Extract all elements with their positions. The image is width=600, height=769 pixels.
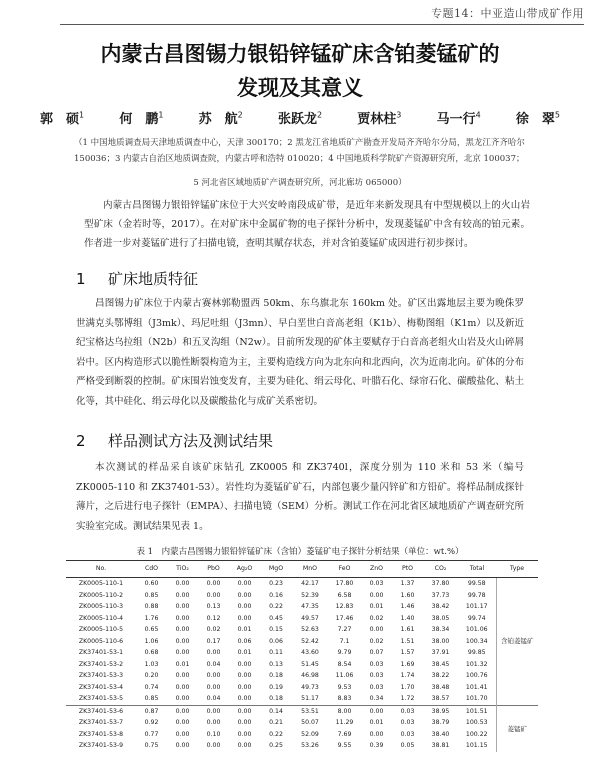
table-cell: 100.22 <box>465 730 488 738</box>
table-cell: 7.27 <box>337 626 352 633</box>
table-cell: 38.34 <box>431 626 450 633</box>
table-cell: 0.22 <box>269 730 283 738</box>
table-body <box>66 578 538 752</box>
table-header-cell: PbO <box>198 561 229 578</box>
section-1-paragraph: 昌图锡力矿床位于内蒙古赛林郭勒盟西 50km、东乌旗北东 160km 处。矿区出露地层主要为晚侏罗世满克头鄂博组（J3mk）、玛尼吐组（J3mn）、早白垩世白音高老组（K1b）、梅勒图组（K1m）以及新近纪宝格达乌拉组（N2b）和五叉沟组（N2w）。目前所发现的矿体主要赋存于白音高老组火山岩及火山碎屑岩中。区内构造形式以脆性断裂构造为主，主要构造线方向为北东向和北西向，次为近南北向。矿体的分布严格受到断裂的控制。矿床围岩蚀变发育，主要为硅化、绢云母化、叶腊石化、绿帘石化、碳酸盐化、粘土化等，其中硅化、绢云母化以及碳酸盐化与成矿关系密切。 <box>76 298 524 407</box>
table-cell: 0.07 <box>369 649 384 656</box>
table-cell: 99.58 <box>458 578 496 590</box>
table-cell: 0.00 <box>237 591 252 599</box>
table-cell: 0.01 <box>237 649 252 656</box>
author-name: 何 鹏$^1$ <box>119 110 164 127</box>
table-cell: 7.69 <box>337 730 352 738</box>
table-cell: 0.00 <box>175 591 190 599</box>
table-cell: 0.00 <box>175 683 190 691</box>
table-cell: 99.78 <box>467 591 486 599</box>
table-cell: 0.15 <box>269 626 283 633</box>
table-cell: 0.00 <box>237 672 252 679</box>
table-cell: 101.51 <box>458 705 496 717</box>
table-cell: 0.05 <box>400 742 415 749</box>
table-cell: 1.74 <box>400 672 415 679</box>
table-cell: ZK0005-110-5 <box>78 626 124 633</box>
table-cell: ZK37401-53-2 <box>78 660 124 668</box>
table-header-cell: Ag₂O <box>229 561 260 578</box>
table-cell: 0.02 <box>369 614 384 622</box>
table-cell: 0.00 <box>206 719 221 726</box>
table-cell: 1.57 <box>400 649 415 656</box>
table-cell: 0.00 <box>206 683 221 691</box>
table-row <box>66 682 538 694</box>
table-cell: 0.13 <box>269 660 283 668</box>
table-cell: 0.16 <box>269 591 283 599</box>
table-cell: ZK0005-110-6 <box>78 637 124 645</box>
table-cell: 0.39 <box>369 742 384 749</box>
table-cell: 0.06 <box>237 637 252 645</box>
table-cell: ZK37401-53-1 <box>78 649 124 656</box>
table-cell: ZK37401-53-6 <box>66 705 136 717</box>
table-cell: 0.92 <box>144 719 159 726</box>
table-cell: 0.03 <box>369 660 384 668</box>
table-row <box>66 636 538 648</box>
table-header-cell: CdO <box>136 561 167 578</box>
table-cell: 1.51 <box>400 637 415 645</box>
table-cell: 0.00 <box>198 705 229 717</box>
table-header-row <box>66 561 538 578</box>
table-cell: ZK0005-110-2 <box>78 591 124 599</box>
table-cell: 0.23 <box>260 578 292 590</box>
table-cell: 0.00 <box>167 578 198 590</box>
table-header-cell: PtO <box>392 561 423 578</box>
table-cell: 0.85 <box>144 591 159 599</box>
affiliations: （1 中国地质调查局天津地质调查中心，天津 300170；2 黑龙江省地质矿产勘查开发局齐齐哈尔分局，黑龙江齐齐哈尔 150036；3 内蒙古自治区地质调查院，内蒙古呼和浩特 010020；4 中国地质科学院矿产资源研究所，北京 100037； <box>74 138 534 164</box>
table-cell: 101.15 <box>465 742 488 749</box>
table-cell: 0.34 <box>369 695 384 702</box>
table-cell: 0.01 <box>369 719 384 726</box>
table-cell: 0.22 <box>269 603 283 610</box>
table-cell: ZK0005-110-4 <box>78 614 124 622</box>
table-header-cell: No. <box>66 561 136 578</box>
table-cell: 0.00 <box>229 705 260 717</box>
table-cell: 0.11 <box>269 649 283 656</box>
table-cell: 0.00 <box>206 742 221 749</box>
affiliations-last: 5 河北省区域地质矿产调查研究所，河北廊坊 065000） <box>193 178 407 188</box>
table-row <box>66 670 538 682</box>
table-cell: 0.03 <box>400 730 415 738</box>
table-cell: 0.00 <box>175 637 190 645</box>
table-cell: 17.46 <box>335 614 354 622</box>
table-cell: ZK0005-110-1 <box>66 578 136 590</box>
author-list <box>40 108 560 127</box>
table-cell: ZK37401-53-9 <box>78 742 124 749</box>
table-cell: 0.00 <box>369 626 384 633</box>
table-cell: 0.04 <box>206 695 221 702</box>
table-cell: 0.00 <box>229 578 260 590</box>
table-cell: 1.40 <box>400 614 415 622</box>
table-cell: 0.00 <box>237 683 252 691</box>
table-header-cell: FeO <box>328 561 361 578</box>
table-cell: 0.17 <box>206 637 221 645</box>
author-name: 贾林柱$^3$ <box>357 110 402 127</box>
table-cell: 50.07 <box>301 719 319 726</box>
table-cell: 0.02 <box>206 626 221 633</box>
table-cell: 100.34 <box>465 637 488 645</box>
table-cell: 0.21 <box>269 719 283 726</box>
table-cell: 0.75 <box>144 742 159 749</box>
table-cell: 0.00 <box>198 578 229 590</box>
table-cell: ZK37401-53-7 <box>78 719 124 726</box>
table-caption: 表 1 内蒙古昌图锡力银铅锌锰矿床（含铂）菱锰矿电子探针分析结果（单位：wt.%） <box>136 547 464 557</box>
table-cell: 52.39 <box>301 591 319 599</box>
table-cell: 38.40 <box>431 730 450 738</box>
table-cell: 38.79 <box>431 719 450 726</box>
table-cell: 0.77 <box>144 730 159 738</box>
table-row <box>66 590 538 602</box>
table-cell: 43.60 <box>301 649 319 656</box>
table-row <box>66 613 538 625</box>
table-row <box>66 705 538 717</box>
table-cell: 37.91 <box>431 649 450 656</box>
table-header-cell: MnO <box>292 561 328 578</box>
table-cell: 38.00 <box>431 637 450 645</box>
table-header-cell: CO₂ <box>423 561 458 578</box>
author-affiliation-mark: 1 <box>158 110 164 120</box>
table-cell: 0.00 <box>175 603 190 610</box>
table-cell: 53.26 <box>301 742 319 749</box>
author-affiliation-mark: 4 <box>475 110 481 120</box>
table-cell: 99.85 <box>467 649 486 656</box>
table-cell: 38.42 <box>431 603 450 610</box>
table-row <box>66 740 538 752</box>
author-name: 张跃龙$^2$ <box>277 110 323 127</box>
table-cell: 0.14 <box>260 705 292 717</box>
table-cell: 0.06 <box>269 637 283 645</box>
table-cell: 49.73 <box>301 683 319 691</box>
table-cell: 0.10 <box>206 730 221 738</box>
table-cell: 8.54 <box>337 660 352 668</box>
table-header-cell: ZnO <box>361 561 392 578</box>
table-cell: 0.00 <box>361 705 392 717</box>
table-header-cell: Type <box>496 561 538 578</box>
table-cell: 0.01 <box>369 603 384 610</box>
table-cell: 1.46 <box>400 603 415 610</box>
table-cell: 7.1 <box>339 637 350 645</box>
table-cell: 0.00 <box>237 660 252 668</box>
table-cell: 0.74 <box>144 683 159 691</box>
table-cell: 0.01 <box>175 660 190 668</box>
table-cell: 0.00 <box>175 730 190 738</box>
table-cell: ZK37401-53-8 <box>78 730 124 738</box>
table-cell: 1.03 <box>144 660 159 668</box>
author-name: 马一行$^4$ <box>436 110 481 127</box>
section-title: 样品测试方法及测试结果 <box>108 432 274 450</box>
table-cell: 0.00 <box>175 672 190 679</box>
author-affiliation-mark: 2 <box>237 110 243 120</box>
table-cell: 49.57 <box>301 614 319 622</box>
table-row <box>66 578 538 590</box>
table-cell: ZK37401-53-5 <box>78 695 124 702</box>
table-cell: 8.00 <box>328 705 361 717</box>
table-row <box>66 717 538 729</box>
table-cell: 0.03 <box>361 578 392 590</box>
paper-title-line1: 内蒙古昌图锡力银铅锌锰矿床含铂菱锰矿的 <box>100 42 500 66</box>
table-cell: 51.17 <box>301 695 319 702</box>
table-cell: 0.00 <box>237 730 252 738</box>
table-cell: 0.00 <box>175 719 190 726</box>
table-cell: 0.00 <box>175 649 190 656</box>
table-cell: 0.00 <box>175 742 190 749</box>
table-cell: 0.00 <box>175 614 190 622</box>
table-cell: 1.37 <box>392 578 423 590</box>
author-affiliation-mark: 1 <box>79 110 85 120</box>
table-cell: 0.87 <box>136 705 167 717</box>
table-cell: 38.45 <box>431 660 450 668</box>
table-row <box>66 659 538 671</box>
table-cell: 101.17 <box>465 603 488 610</box>
table-cell: 0.03 <box>392 705 423 717</box>
table-cell: 0.04 <box>206 660 221 668</box>
author-name: 苏 航$^2$ <box>198 110 243 127</box>
table-cell: 0.88 <box>144 603 159 610</box>
table-row <box>66 601 538 613</box>
table-cell: 0.02 <box>369 637 384 645</box>
table-cell: 101.32 <box>465 660 488 668</box>
table-header-cell: TiO₂ <box>167 561 198 578</box>
table-cell: 0.00 <box>237 603 252 610</box>
table-cell: 9.53 <box>337 683 352 691</box>
table-cell: ZK0005-110-3 <box>78 603 124 610</box>
table-cell: 0.60 <box>136 578 167 590</box>
table-cell: 42.17 <box>292 578 328 590</box>
table-type-cell: 菱锰矿 <box>496 705 538 752</box>
author-affiliation-mark: 5 <box>554 110 560 120</box>
table-cell: 52.63 <box>301 626 319 633</box>
table-cell: 1.60 <box>400 591 415 599</box>
table-cell: 100.76 <box>465 672 488 679</box>
table-cell: 52.09 <box>301 730 319 738</box>
table-cell: 101.70 <box>465 695 488 702</box>
header-rule <box>60 24 584 25</box>
table-cell: 38.95 <box>423 705 458 717</box>
author-affiliation-mark: 2 <box>316 110 323 120</box>
table-cell: 101.06 <box>465 626 488 633</box>
table-cell: 1.70 <box>400 683 415 691</box>
author-affiliation-mark: 3 <box>396 110 402 120</box>
table-cell: 0.01 <box>237 626 252 633</box>
table-cell: 38.81 <box>431 742 450 749</box>
table-cell: 12.83 <box>335 603 354 610</box>
table-cell: 9.55 <box>337 742 352 749</box>
table-header-cell: MgO <box>260 561 292 578</box>
section-title: 矿床地质特征 <box>108 270 199 288</box>
table-cell: 0.19 <box>269 683 283 691</box>
table-cell: 1.61 <box>400 626 415 633</box>
running-head: 专题14：中亚造山带成矿作用 <box>431 7 584 20</box>
table-cell: 0.03 <box>369 672 384 679</box>
table-cell: ZK37401-53-3 <box>78 672 124 679</box>
table-cell: 6.58 <box>337 591 352 599</box>
table-cell: 51.45 <box>301 660 319 668</box>
table-cell: 1.76 <box>144 614 159 622</box>
table-row <box>66 693 538 705</box>
table-cell: 38.57 <box>431 695 450 702</box>
section-heading-2 <box>76 430 273 451</box>
table-cell: 53.51 <box>292 705 328 717</box>
table-cell: 0.00 <box>175 695 190 702</box>
section-2-paragraph: 本次测试的样品采自该矿床钻孔 ZK0005 和 ZK3740l，深度分别为 110 米和 53 米（编号 ZK0005-110 和 ZK37401-53）。岩性均为菱锰矿矿石，内部包裹少量闪锌矿和方铅矿。将样品制成探针薄片，之后进行电子探针（EMPA）、扫描电镜（SEM）分析。测试工作在河北省区域地质矿产调查研究所实验室完成。测试结果见表 1。 <box>76 462 524 532</box>
table-cell: 0.00 <box>175 626 190 633</box>
table-cell: 1.69 <box>400 660 415 668</box>
table-row <box>66 729 538 741</box>
table-cell: 0.00 <box>237 719 252 726</box>
section-number: 2 <box>76 432 86 450</box>
table-cell: 17.80 <box>328 578 361 590</box>
table-cell: 0.20 <box>144 672 159 679</box>
table-cell: 0.00 <box>237 614 252 622</box>
table-row <box>66 647 538 659</box>
table-cell: 38.22 <box>431 672 450 679</box>
section-number: 1 <box>76 270 86 288</box>
table-cell: 0.00 <box>237 742 252 749</box>
table-cell: 38.05 <box>431 614 450 622</box>
table-cell: 0.18 <box>269 695 283 702</box>
table-cell: 0.45 <box>269 614 283 622</box>
table-cell: 0.00 <box>167 705 198 717</box>
table-cell: 46.98 <box>301 672 319 679</box>
paper-title-line2: 发现及其意义 <box>237 76 363 100</box>
table-cell: 37.73 <box>431 591 450 599</box>
table-cell: 9.79 <box>337 649 352 656</box>
table-cell: 38.48 <box>431 683 450 691</box>
table-cell: 0.18 <box>269 672 283 679</box>
table-cell: 8.83 <box>337 695 352 702</box>
table-cell: 0.85 <box>144 695 159 702</box>
table-cell: 0.25 <box>269 742 283 749</box>
table-row <box>66 624 538 636</box>
table-cell: 0.68 <box>144 649 159 656</box>
table-cell: 0.00 <box>369 730 384 738</box>
table-cell: 52.42 <box>301 637 319 645</box>
table-cell: 1.72 <box>400 695 415 702</box>
author-name: 郭 硕$^1$ <box>40 110 85 127</box>
table-cell: 0.00 <box>206 649 221 656</box>
table-cell: 0.00 <box>206 591 221 599</box>
table-cell: 0.12 <box>206 614 221 622</box>
table-cell: 37.80 <box>423 578 458 590</box>
table-cell: 100.53 <box>465 719 488 726</box>
table-cell: 101.41 <box>465 683 488 691</box>
table-cell: 0.03 <box>369 683 384 691</box>
section-heading-1 <box>76 268 198 289</box>
author-name: 徐 翠$^5$ <box>515 110 560 127</box>
table-cell: 1.06 <box>144 637 159 645</box>
table-cell: 11.29 <box>335 719 354 726</box>
results-table <box>66 560 538 752</box>
table-cell: 99.74 <box>467 614 486 622</box>
abstract: 内蒙古昌图锡力银铅锌锰矿床位于大兴安岭南段成矿带，是近年来新发现具有中型规模以上的火山岩型矿床（金若时等，2017）。在对矿床中金属矿物的电子探针分析中，发现菱锰矿中含有较高的铂元素。作者进一步对菱锰矿进行了扫描电镜，查明其赋存状态，并对含铂菱锰矿成因进行初步探讨。 <box>84 200 530 249</box>
table-cell: 0.13 <box>206 603 221 610</box>
table-cell: 0.65 <box>144 626 159 633</box>
table-cell: ZK37401-53-4 <box>78 683 124 691</box>
table-cell: 0.00 <box>369 591 384 599</box>
table-cell: 0.00 <box>206 672 221 679</box>
table-cell: 0.00 <box>237 695 252 702</box>
table-cell: 11.06 <box>335 672 354 679</box>
table-header-cell: Total <box>458 561 496 578</box>
table-cell: 0.03 <box>400 719 415 726</box>
table-cell: 47.35 <box>301 603 319 610</box>
table-type-cell: 含铂菱锰矿 <box>496 578 538 706</box>
